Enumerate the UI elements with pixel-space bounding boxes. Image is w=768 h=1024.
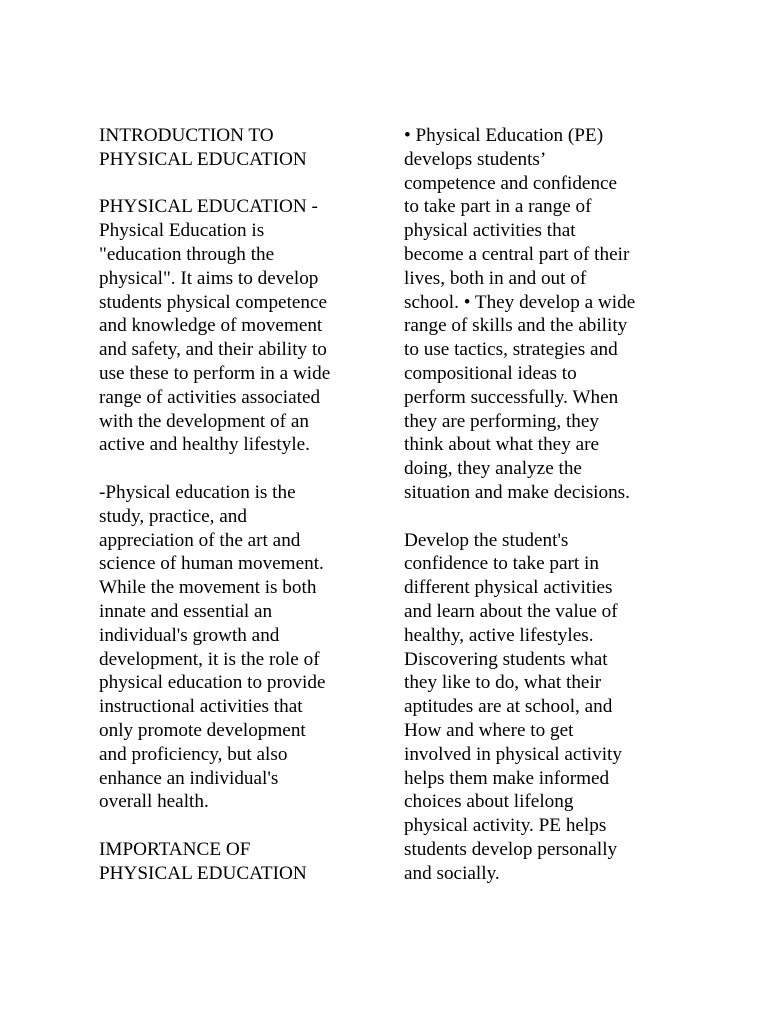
text-line: "education through the	[99, 243, 275, 265]
text-line: perform successfully. When	[404, 386, 619, 408]
text-line: instructional activities that	[99, 696, 303, 718]
heading-line: INTRODUCTION TO	[99, 125, 274, 146]
text-line: overall health.	[99, 791, 209, 813]
text-line: situation and make decisions.	[404, 481, 630, 503]
text-line: active and healthy lifestyle.	[99, 434, 310, 456]
paragraph-spacer	[404, 505, 674, 529]
text-line: with the development of an	[99, 410, 309, 432]
heading-line: PHYSICAL EDUCATION	[99, 148, 307, 170]
text-line: only promote development	[99, 719, 306, 741]
text-line: think about what they are	[404, 434, 600, 456]
text-line: healthy, active lifestyles.	[404, 624, 594, 646]
importance-heading	[99, 838, 369, 886]
text-line: PHYSICAL EDUCATION -	[99, 196, 318, 218]
text-line: students physical competence	[99, 291, 328, 313]
text-line: science of human movement.	[99, 553, 324, 575]
definition-paragraph	[99, 195, 369, 457]
text-line: helps them make informed	[404, 767, 610, 789]
text-line: choices about lifelong	[404, 791, 574, 813]
text-line: development, it is the role of	[99, 648, 320, 670]
text-line: Develop the student's	[404, 529, 569, 551]
left-column	[99, 124, 369, 886]
text-line: become a central part of their	[404, 243, 630, 265]
intro-heading	[99, 124, 369, 172]
text-line: physical activities that	[404, 220, 576, 242]
study-paragraph	[99, 481, 369, 814]
text-line: enhance an individual's	[99, 767, 279, 789]
text-line: different physical activities	[404, 577, 613, 599]
text-line: How and where to get	[404, 719, 574, 741]
text-line: range of activities associated	[99, 386, 321, 408]
text-line: develops students’	[404, 148, 547, 170]
heading-line: IMPORTANCE OF	[99, 838, 251, 860]
heading-line: PHYSICAL EDUCATION	[99, 862, 307, 884]
text-line: -Physical education is the	[99, 481, 296, 503]
text-line: involved in physical activity	[404, 743, 622, 765]
text-line: and proficiency, but also	[99, 743, 288, 765]
competence-paragraph	[404, 124, 674, 505]
confidence-paragraph	[404, 529, 674, 886]
paragraph-spacer	[99, 814, 369, 838]
text-line: innate and essential an	[99, 600, 273, 622]
text-line: study, practice, and	[99, 505, 247, 527]
text-line: to use tactics, strategies and	[404, 339, 618, 361]
text-line: lives, both in and out of	[404, 267, 587, 289]
text-line: and safety, and their ability to	[99, 339, 327, 361]
text-line: use these to perform in a wide	[99, 362, 331, 384]
text-line: physical activity. PE helps	[404, 815, 607, 837]
text-line: they like to do, what their	[404, 672, 602, 694]
text-line: to take part in a range of	[404, 196, 592, 218]
text-line: and socially.	[404, 862, 500, 884]
text-line: students develop personally	[404, 838, 618, 860]
text-line: range of skills and the ability	[404, 315, 628, 337]
text-line: appreciation of the art and	[99, 529, 301, 551]
text-line: While the movement is both	[99, 577, 317, 599]
text-line: individual's growth and	[99, 624, 280, 646]
right-column	[404, 124, 674, 886]
text-line: school. • They develop a wide	[404, 291, 636, 313]
text-line: they are performing, they	[404, 410, 599, 432]
text-line: Physical Education is	[99, 220, 265, 242]
paragraph-spacer	[99, 172, 369, 196]
text-line: • Physical Education (PE)	[404, 125, 604, 146]
paragraph-spacer	[99, 457, 369, 481]
text-line: and learn about the value of	[404, 600, 618, 622]
text-line: competence and confidence	[404, 172, 618, 194]
text-line: Discovering students what	[404, 648, 608, 670]
text-line: compositional ideas to	[404, 362, 577, 384]
text-line: doing, they analyze the	[404, 458, 582, 480]
text-line: confidence to take part in	[404, 553, 599, 575]
text-line: aptitudes are at school, and	[404, 696, 613, 718]
text-line: physical". It aims to develop	[99, 267, 319, 289]
text-line: physical education to provide	[99, 672, 326, 694]
text-line: and knowledge of movement	[99, 315, 323, 337]
